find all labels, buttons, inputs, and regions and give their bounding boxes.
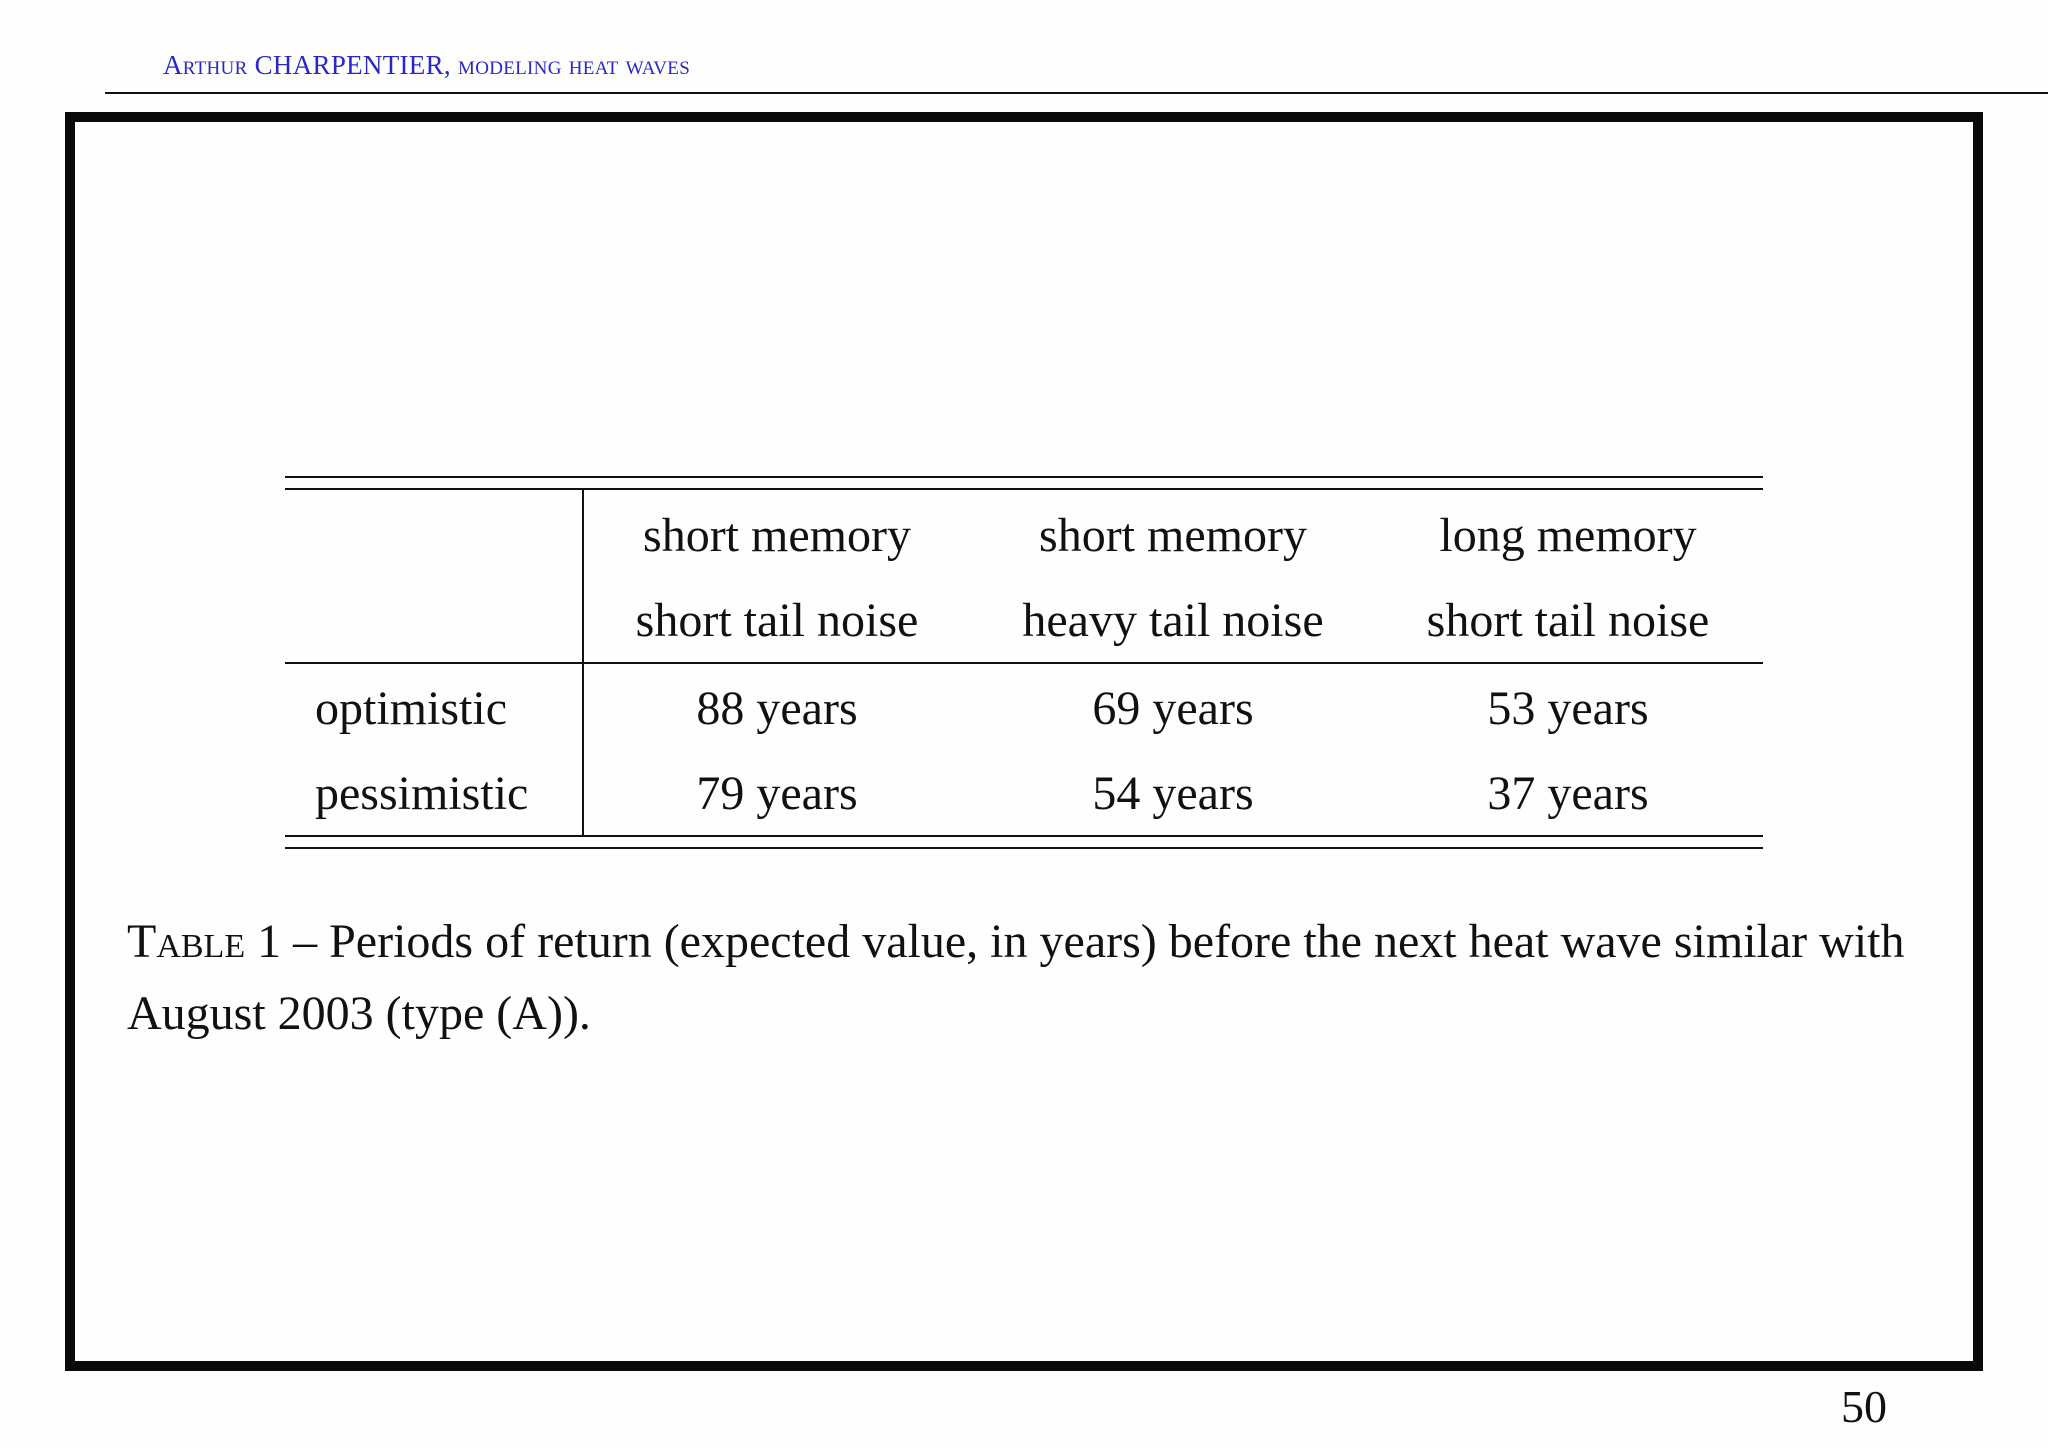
caption-text: Periods of return (expected value, in years) before the next heat wave similar with August 2003 (type (A)).: [127, 915, 1905, 1040]
column-header-2-line-1: short memory: [1039, 509, 1307, 562]
caption-separator: –: [281, 915, 330, 968]
table-cell: 53 years: [1487, 682, 1649, 735]
column-header-3-line-1: long memory: [1439, 509, 1697, 562]
row-label-pessimistic: pessimistic: [315, 767, 529, 820]
table-cell: 69 years: [1092, 682, 1254, 735]
table-cell: 37 years: [1487, 767, 1649, 820]
page-number: 50: [1841, 1381, 1887, 1432]
results-table: [285, 476, 1763, 852]
column-header-2-line-2: heavy tail noise: [1022, 594, 1324, 647]
column-header-1-line-2: short tail noise: [635, 594, 919, 647]
table-cell: 79 years: [696, 767, 858, 820]
row-label-optimistic: optimistic: [315, 682, 507, 735]
table-column-separator: [582, 489, 584, 835]
column-header-1-line-1: short memory: [643, 509, 911, 562]
table-cell: 54 years: [1092, 767, 1254, 820]
table-bottom-rule: [285, 847, 1763, 849]
table-caption: [127, 906, 1927, 1050]
table-header-rule: [285, 662, 1763, 664]
column-header-3-line-2: short tail noise: [1426, 594, 1710, 647]
header-divider: [105, 92, 2048, 94]
table-bottom-rule-inner: [285, 835, 1763, 837]
caption-label: Table 1: [127, 915, 282, 968]
table-top-rule-inner: [285, 488, 1763, 490]
table-cell: 88 years: [696, 682, 858, 735]
slide-header-title: Arthur CHARPENTIER, modeling heat waves: [163, 50, 691, 80]
table-top-rule: [285, 476, 1763, 478]
